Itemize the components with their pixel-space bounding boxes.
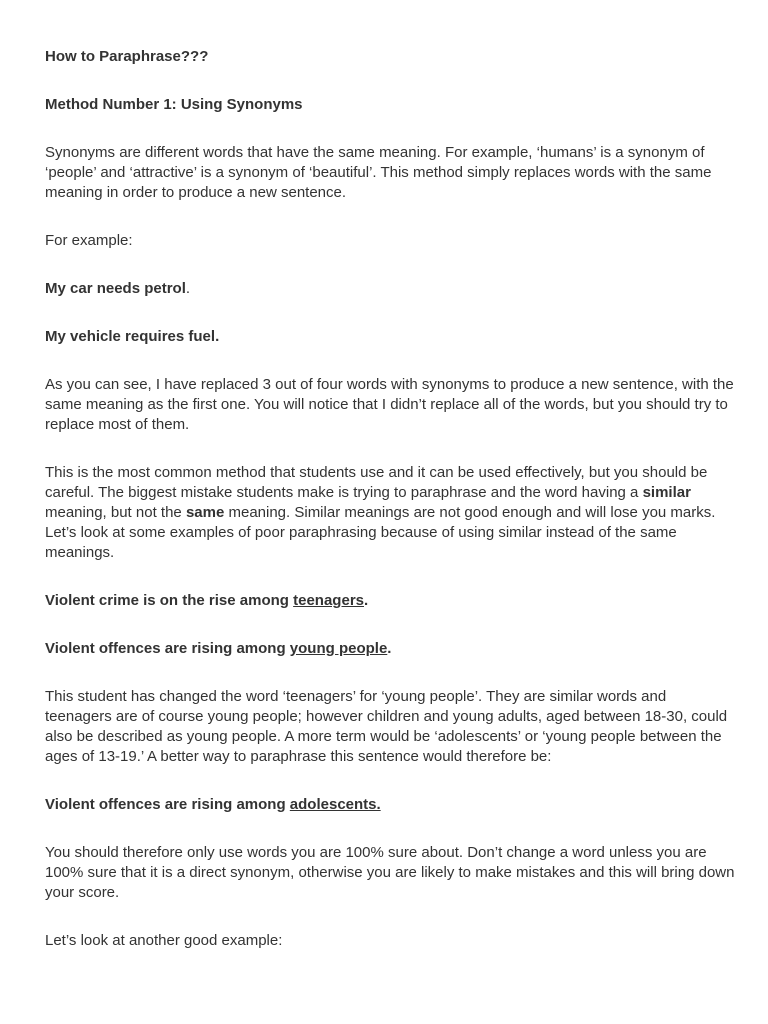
document-page [45, 47, 735, 979]
caution-part-2: meaning, but not the [45, 504, 186, 521]
poor-explanation-paragraph: This student has changed the word ‘teenagers’ for ‘young people’. They are similar words and teenagers are of course young people; however children and young adults, aged between 18-30, could also be described as young people. A more term would be ‘adolescents’ or ‘young people between the ages of 13-19.’ A better way to paraphrase this sentence would therefore be: [45, 688, 728, 765]
example-sentence-1-tail: . [185, 280, 191, 297]
poor-example-2-tail: . [387, 640, 392, 657]
caution-same-word: same [185, 504, 225, 521]
poor-example-2-text: Violent offences are rising among [45, 640, 290, 657]
another-example-label: Let’s look at another good example: [45, 932, 283, 949]
explanation-paragraph: As you can see, I have replaced 3 out of four words with synonyms to produce a new sentence, with the same meaning as the first one. You will notice that I didn’t replace all of the words, but you should try to replace most of them. [45, 376, 734, 433]
poor-example-2-underlined: young people [289, 640, 388, 657]
example-sentence-1-bold: My car needs petrol [45, 280, 186, 297]
poor-example-1-tail: . [364, 592, 369, 609]
better-example-underlined: adolescents. [289, 796, 381, 813]
caution-part-3: meaning. Similar meanings are not good enough and will lose you marks. Let’s look at some examples of poor paraphrasing because of using similar instead of the same meanings. [45, 504, 716, 561]
poor-example-2 [45, 639, 735, 659]
poor-example-1-text: Violent crime is on the rise among [45, 592, 294, 609]
better-example-text: Violent offences are rising among [45, 796, 290, 813]
advice-paragraph: You should therefore only use words you are 100% sure about. Don’t change a word unless you are 100% sure that it is a direct synonym, otherwise you are likely to make mistakes and this will bring down your score. [45, 844, 735, 901]
intro-paragraph: Synonyms are different words that have the same meaning. For example, ‘humans’ is a synonym of ‘people’ and ‘attractive’ is a synonym of ‘beautiful’. This method simply replaces words with the same meaning in order to produce a new sentence. [45, 144, 712, 201]
caution-similar-word: similar [642, 484, 691, 501]
better-example [45, 795, 735, 815]
document-title: How to Paraphrase??? [45, 48, 209, 65]
caution-paragraph [45, 463, 735, 563]
caution-part-1: This is the most common method that students use and it can be used effectively, but you should be careful. The biggest mistake students make is trying to paraphrase and the word having a [45, 464, 708, 501]
method-heading: Method Number 1: Using Synonyms [45, 96, 303, 113]
for-example-label: For example: [45, 232, 133, 249]
example-sentence-2: My vehicle requires fuel. [45, 328, 220, 345]
poor-example-1 [45, 591, 735, 611]
poor-example-1-underlined: teenagers [293, 592, 364, 609]
example-sentence-1 [45, 279, 735, 299]
